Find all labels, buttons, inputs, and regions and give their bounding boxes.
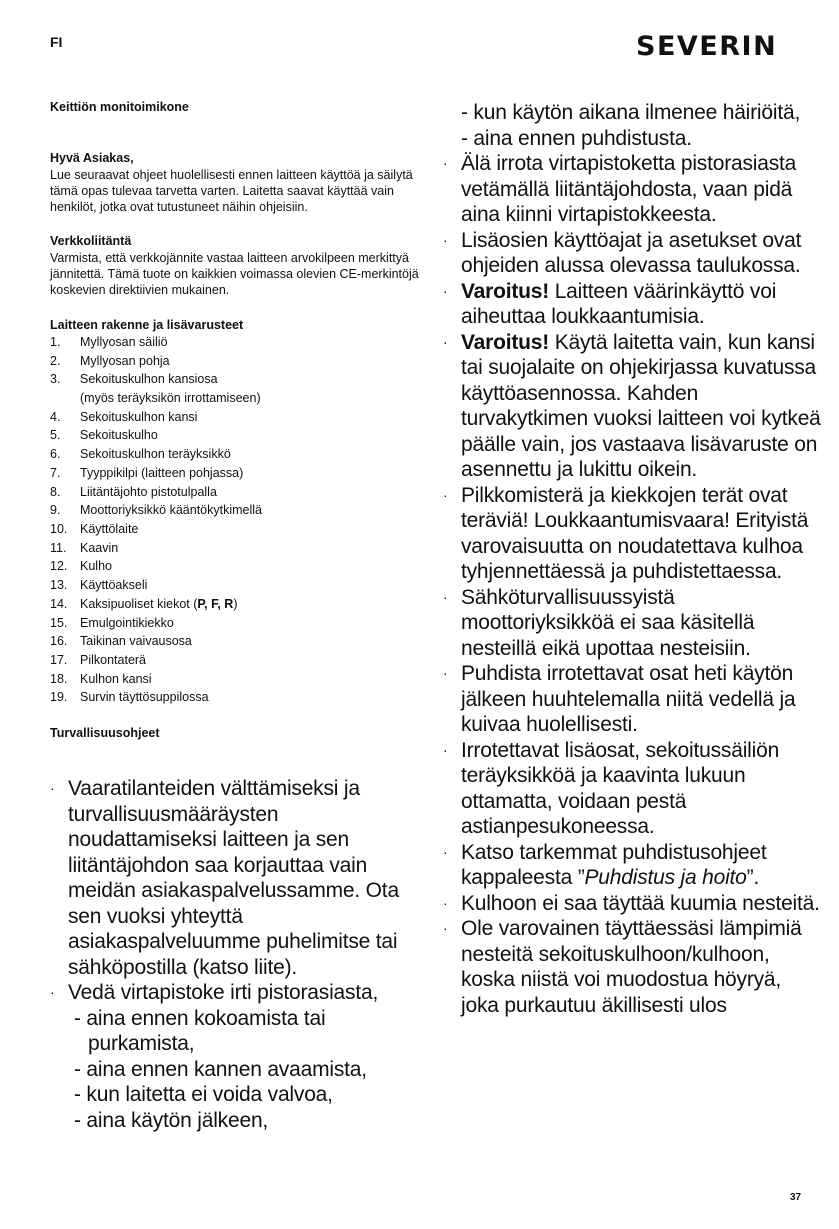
safety-text: Vaaratilanteiden välttämiseksi ja turvallisuusmääräysten noudattamiseksi laitteen ja sen liitäntäjohdon saa korjauttaa vain meidän asiakaspalvelussamme. Ota sen vuoksi yhteyttä asiakaspalveluumme puhelimitse tai sähköpostilla (katso liite). xyxy=(68,777,399,979)
bullet-icon: · xyxy=(443,282,448,299)
bullet-icon: · xyxy=(443,920,448,936)
list-item xyxy=(443,661,823,738)
parts-item-label: Myllyosan säiliö xyxy=(80,334,168,349)
bullet-icon: · xyxy=(443,333,448,350)
safety-text: Puhdista irrotettavat osat heti käytön jälkeen huuhtelemalla niitä vedellä ja kuivaa huolellisesti. xyxy=(461,662,796,736)
parts-item-number: 11. xyxy=(50,540,67,555)
dash-item: - aina ennen kannen avaamista, xyxy=(74,1057,367,1081)
list-item xyxy=(443,228,823,279)
parts-item-label: Kulho xyxy=(80,559,112,574)
left-column xyxy=(50,99,422,741)
list-item xyxy=(443,916,823,1018)
parts-list-item xyxy=(50,539,422,558)
parts-item-number: 15. xyxy=(50,615,68,630)
parts-list-item xyxy=(50,333,422,352)
safety-text: Laitteen väärinkäyttö voi aiheuttaa loukkaantumisia. xyxy=(461,279,777,328)
parts-item-label: Emulgointikiekko xyxy=(80,615,174,630)
parts-item-label: Taikinan vaivausosa xyxy=(80,634,192,649)
parts-item-number: 16. xyxy=(50,634,68,649)
parts-list-item xyxy=(50,352,422,371)
list-item xyxy=(50,776,422,980)
parts-list-item xyxy=(50,557,422,576)
parts-section xyxy=(50,317,422,707)
parts-item-number: 14. xyxy=(50,596,68,611)
safety-heading: Turvallisuusohjeet xyxy=(50,726,160,741)
parts-item-label: Kaksipuoliset kiekot ( xyxy=(80,596,198,611)
right-column xyxy=(443,100,823,1018)
bullet-icon: · xyxy=(50,984,55,1000)
list-item xyxy=(50,980,422,1133)
parts-item-number: 17. xyxy=(50,652,68,667)
safety-text: Pilkkomisterä ja kiekkojen terät ovat teräviä! Loukkaantumisvaara! Erityistä varovaisuutta on noudatettava kulhoa tyhjennettäessä ja puhdistettaessa. xyxy=(461,483,809,583)
safety-text: Lisäosien käyttöajat ja asetukset ovat ohjeiden alussa olevassa taulukossa. xyxy=(461,228,802,277)
dash-item: - aina ennen puhdistusta. xyxy=(461,126,692,150)
parts-item-after: ) xyxy=(233,596,238,611)
bullet-icon: · xyxy=(443,741,448,758)
parts-item-label: Pilkontaterä xyxy=(80,652,147,667)
bullet-icon: · xyxy=(443,665,448,681)
safety-text: Katso tarkemmat puhdistusohjeet kappaleesta ” xyxy=(461,840,767,889)
parts-item-label: Survin täyttösuppilossa xyxy=(80,690,209,705)
parts-item-bold: P, F, R xyxy=(197,596,234,611)
mains-text: Varmista, että verkkojännite vastaa laitteen arvokilpeen merkittyä jännitettä. Tämä tuote on kaikkien voimassa olevien CE-merkintöjä koskevien direktiivien mukainen. xyxy=(50,250,419,298)
parts-list-item xyxy=(50,614,422,633)
safety-text: Kulhoon ei saa täyttää kuumia nesteitä. xyxy=(461,891,820,915)
parts-item-number: 8. xyxy=(50,484,61,499)
parts-item-number: 5. xyxy=(50,428,61,443)
list-item xyxy=(443,279,823,330)
bullet-icon: · xyxy=(50,780,55,796)
parts-item-sublabel: (myös teräyksikön irrottamiseen) xyxy=(80,391,261,406)
safety-text: Ole varovainen täyttäessäsi lämpimiä nesteitä sekoituskulhoon/kulhoon, koska niistä voi muodostua höyryä, joka purkautuu äkillisesti ulos xyxy=(461,917,802,1017)
parts-item-number: 19. xyxy=(50,690,68,705)
list-item xyxy=(443,330,823,483)
bullet-icon: · xyxy=(443,894,448,911)
mains-section xyxy=(50,233,422,298)
parts-item-number: 12. xyxy=(50,559,68,574)
parts-item-number: 18. xyxy=(50,671,68,686)
parts-list-item xyxy=(50,688,422,707)
language-code: FI xyxy=(50,34,63,50)
parts-item-number: 9. xyxy=(50,503,61,518)
parts-item-number: 2. xyxy=(50,353,61,368)
greeting-heading: Hyvä Asiakas, xyxy=(50,151,134,166)
list-item xyxy=(443,585,823,662)
parts-list-item xyxy=(50,632,422,651)
list-item xyxy=(443,738,823,840)
dash-item: - aina ennen kokoamista tai xyxy=(74,1006,326,1030)
parts-list xyxy=(50,333,422,707)
warning-label: Varoitus! xyxy=(461,279,550,303)
safety-text: Irrotettavat lisäosat, sekoitussäiliön teräyksikköä ja kaavinta lukuun ottamatta, voidaan pestä astianpesukoneessa. xyxy=(461,738,780,838)
dash-item: - aina käytön jälkeen, xyxy=(74,1108,269,1132)
parts-list-item xyxy=(50,670,422,689)
parts-list-item xyxy=(50,651,422,670)
dash-item: - kun laitetta ei voida valvoa, xyxy=(74,1083,333,1106)
safety-left-column xyxy=(50,776,422,1133)
parts-item-number: 10. xyxy=(50,522,68,536)
safety-text: Älä irrota virtapistoketta pistorasiasta vetämällä liitäntäjohdosta, vaan pidä aina kiinni virtapistokkeesta. xyxy=(461,152,797,226)
list-item xyxy=(443,840,823,891)
safety-text: Käytä laitetta vain, kun kansi tai suojalaite on ohjekirjassa kuvatussa käyttöasennossa. Kahden turvakytkimen vuoksi laitteen voi kytkeä päälle vain, jos vastaava lisävaruste on asennettu ja lukittu oikein. xyxy=(461,330,821,481)
cross-reference: Puhdistus ja hoito xyxy=(584,866,747,889)
parts-list-item xyxy=(50,426,422,445)
parts-item-label: Kaavin xyxy=(80,540,119,555)
parts-item-label: Liitäntäjohto pistotulpalla xyxy=(80,484,217,499)
parts-item-label: Sekoituskulhon teräyksikkö xyxy=(80,447,231,462)
safety-text: Sähköturvallisuussyistä moottoriyksikköä ei saa käsitellä nesteillä eikä upottaa nesteisiin. xyxy=(461,585,755,660)
parts-item-label: Moottoriyksikkö kääntökytkimellä xyxy=(80,503,263,518)
list-item xyxy=(443,151,823,228)
parts-item-number: 4. xyxy=(50,409,61,424)
parts-item-label: Tyyppikilpi (laitteen pohjassa) xyxy=(80,465,244,480)
bullet-icon: · xyxy=(443,155,448,171)
list-item xyxy=(443,483,823,585)
brand-logo: SEVERIN xyxy=(636,31,778,62)
dash-item: - kun käytön aikana ilmenee häiriöitä, xyxy=(461,101,801,124)
bullet-icon: · xyxy=(443,588,448,605)
parts-list-item xyxy=(50,520,422,539)
safety-text: Vedä virtapistoke irti pistorasiasta, xyxy=(68,981,379,1004)
parts-item-label: Sekoituskulhon kansiosa xyxy=(80,372,218,387)
safety-section xyxy=(50,725,422,741)
page-title: Keittiön monitoimikone xyxy=(50,100,189,114)
parts-list-item xyxy=(50,445,422,464)
parts-list-item xyxy=(50,501,422,520)
list-item xyxy=(443,891,823,917)
greeting-text: Lue seuraavat ohjeet huolellisesti ennen laitteen käyttöä ja säilytä tämä opas tulevaa tarvetta varten. Laitetta saavat käyttää vain henkilöt, jotka ovat tutustuneet näihin ohjeisiin. xyxy=(50,167,413,215)
warning-label: Varoitus! xyxy=(461,330,550,354)
page-number: 37 xyxy=(790,1192,802,1203)
parts-item-number: 6. xyxy=(50,447,61,462)
parts-item-number: 3. xyxy=(50,372,61,387)
parts-heading: Laitteen rakenne ja lisävarusteet xyxy=(50,317,244,332)
greeting-section xyxy=(50,150,422,215)
parts-list-item xyxy=(50,464,422,483)
bullet-icon: · xyxy=(443,843,448,860)
parts-item-label: Käyttölaite xyxy=(80,522,139,536)
parts-list-item xyxy=(50,595,422,614)
parts-item-label: Myllyosan pohja xyxy=(80,353,170,368)
safety-text: ”. xyxy=(746,866,760,889)
parts-list-item xyxy=(50,483,422,502)
parts-item-label: Sekoituskulho xyxy=(80,428,158,443)
parts-item-number: 13. xyxy=(50,578,68,593)
parts-item-label: Kulhon kansi xyxy=(80,671,152,686)
parts-list-item xyxy=(50,408,422,427)
dash-item-continued: purkamista, xyxy=(88,1032,195,1055)
parts-item-label: Käyttöakseli xyxy=(80,578,148,593)
bullet-icon: · xyxy=(443,231,448,248)
parts-item-label: Sekoituskulhon kansi xyxy=(80,409,198,424)
mains-heading: Verkkoliitäntä xyxy=(50,234,132,249)
parts-list-item xyxy=(50,370,422,407)
parts-list-item xyxy=(50,576,422,595)
bullet-icon: · xyxy=(443,486,448,503)
parts-item-number: 1. xyxy=(50,334,61,349)
parts-item-number: 7. xyxy=(50,465,61,480)
